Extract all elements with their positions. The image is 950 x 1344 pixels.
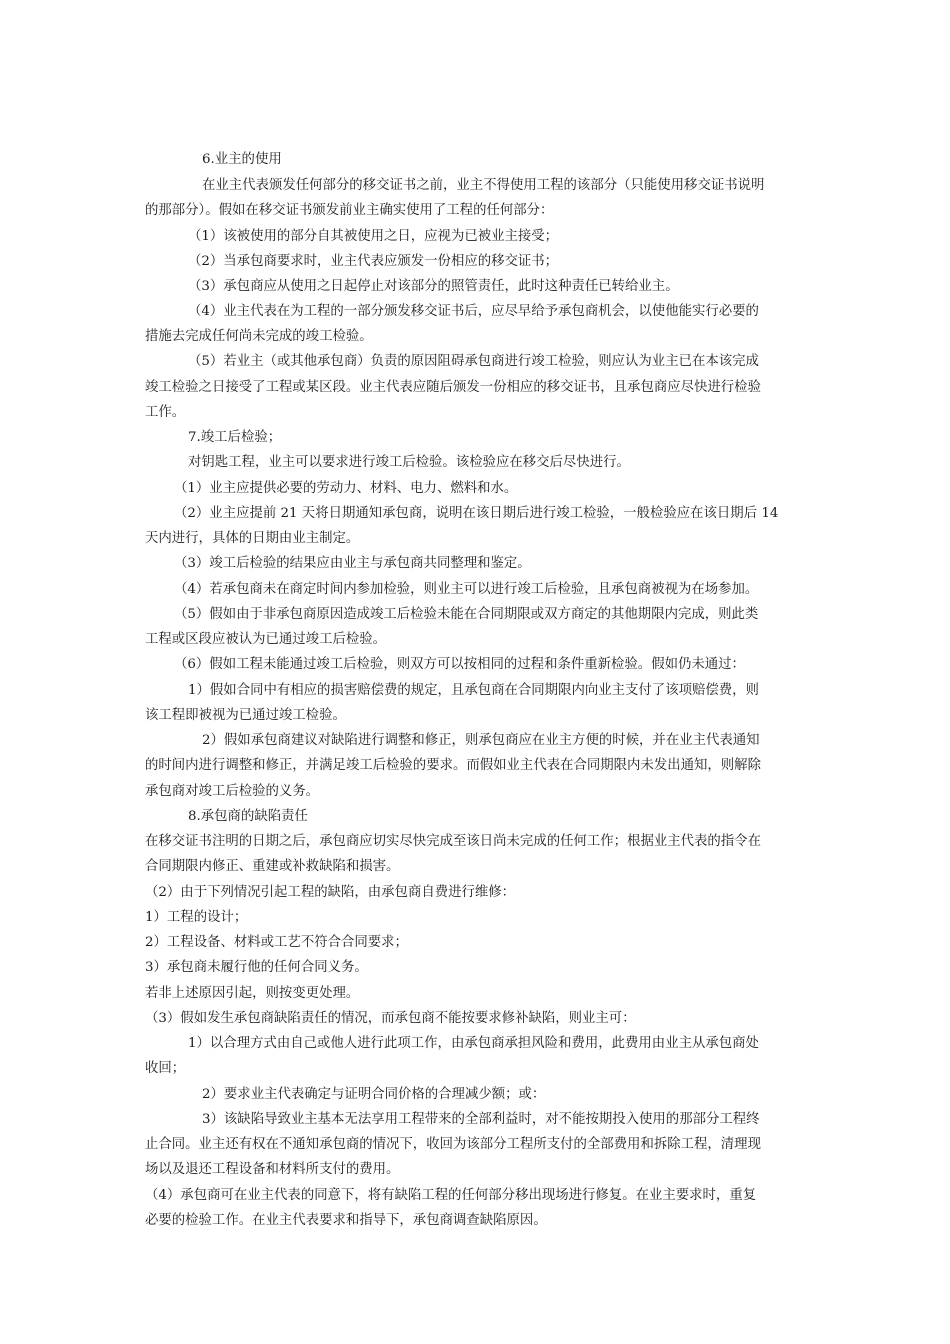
paragraph-line: 场以及退还工程设备和材料所支付的费用。	[145, 1162, 400, 1177]
section-heading-post-completion-tests: 7.竣工后检验；	[188, 430, 282, 445]
paragraph-line: 工作。	[145, 405, 186, 420]
paragraph-line: 天内进行，具体的日期由业主制定。	[145, 531, 360, 546]
paragraph-line: 在业主代表颁发任何部分的移交证书之前，业主不得使用工程的该部分（只能使用移交证书说明	[202, 178, 765, 193]
list-item: （4）业主代表在为工程的一部分颁发移交证书后，应尽早给予承包商机会，以使他能实行必要的	[188, 304, 759, 319]
sub-list-item: 1）工程的设计；	[145, 910, 248, 925]
paragraph-line: 措施去完成任何尚未完成的竣工检验。	[145, 329, 373, 344]
list-item: （2）业主应提前 21 天将日期通知承包商，说明在该日期后进行竣工检验，一般检验应在该日期后 14	[174, 506, 779, 521]
sub-list-item: 3）承包商未履行他的任何合同义务。	[145, 960, 368, 975]
list-item: （6）假如工程未能通过竣工后检验，则双方可以按相同的过程和条件重新检验。假如仍未通过：	[174, 657, 745, 672]
list-item: （3）承包商应从使用之日起停止对该部分的照管责任，此时这种责任已转给业主。	[188, 279, 679, 294]
list-item: （1）业主应提供必要的劳动力、材料、电力、燃料和水。	[174, 481, 518, 496]
paragraph-line: 承包商对竣工后检验的义务。	[145, 784, 320, 799]
list-item: （4）承包商可在业主代表的同意下，将有缺陷工程的任何部分移出现场进行修复。在业主要求时，重复	[145, 1188, 757, 1203]
list-item: （1）该被使用的部分自其被使用之日，应视为已被业主接受；	[188, 229, 559, 244]
paragraph-line: 工程或区段应被认为已通过竣工后检验。	[145, 632, 387, 647]
section-heading-contractor-defects: 8.承包商的缺陷责任	[188, 809, 308, 824]
paragraph-line: 若非上述原因引起，则按变更处理。	[145, 986, 360, 1001]
paragraph-line: 对钥匙工程，业主可以要求进行竣工后检验。该检验应在移交后尽快进行。	[188, 455, 630, 470]
paragraph-line: 止合同。业主还有权在不通知承包商的情况下，收回为该部分工程所支付的全部费用和拆除工程，清理现	[145, 1137, 761, 1152]
sub-list-item: 1）假如合同中有相应的损害赔偿费的规定，且承包商在合同期限内向业主支付了该项赔偿费，则	[188, 683, 759, 698]
sub-list-item: 2）工程设备、材料或工艺不符合合同要求；	[145, 935, 408, 950]
list-item: （2）当承包商要求时，业主代表应颁发一份相应的移交证书；	[188, 254, 559, 269]
paragraph-line: 该工程即被视为已通过竣工检验。	[145, 708, 346, 723]
sub-list-item: 2）要求业主代表确定与证明合同价格的合理减少额；或：	[202, 1087, 546, 1102]
paragraph-line: 收回；	[145, 1061, 186, 1076]
sub-list-item: 3）该缺陷导致业主基本无法享用工程带来的全部利益时，对不能按期投入使用的那部分工程终	[202, 1112, 760, 1127]
list-item: （5）假如由于非承包商原因造成竣工后检验未能在合同期限或双方商定的其他期限内完成，则此类	[174, 607, 759, 622]
list-item: （5）若业主（或其他承包商）负责的原因阻碍承包商进行竣工检验，则应认为业主已在本该完成	[188, 354, 759, 369]
section-heading-owner-use: 6.业主的使用	[202, 152, 282, 167]
paragraph-line: 的时间内进行调整和修正，并满足竣工后检验的要求。而假如业主代表在合同期限内未发出通知，则解除	[145, 758, 761, 773]
paragraph-line: 必要的检验工作。在业主代表要求和指导下，承包商调查缺陷原因。	[145, 1213, 547, 1228]
sub-list-item: 2）假如承包商建议对缺陷进行调整和修正，则承包商应在业主方便的时候，并在业主代表通知	[202, 733, 760, 748]
paragraph-line: 合同期限内修正、重建或补救缺陷和损害。	[145, 859, 400, 874]
paragraph-line: 在移交证书注明的日期之后，承包商应切实尽快完成至该日尚未完成的任何工作；根据业主代表的指令在	[145, 834, 761, 849]
paragraph-line: 的那部分）。假如在移交证书颁发前业主确实使用了工程的任何部分：	[145, 203, 554, 218]
list-item: （3）竣工后检验的结果应由业主与承包商共同整理和鉴定。	[174, 556, 531, 571]
paragraph-line: 竣工检验之日接受了工程或某区段。业主代表应随后颁发一份相应的移交证书，且承包商应尽快进行检验	[145, 380, 761, 395]
sub-list-item: 1）以合理方式由自己或他人进行此项工作，由承包商承担风险和费用，此费用由业主从承包商处	[188, 1036, 759, 1051]
list-item: （3）假如发生承包商缺陷责任的情况，而承包商不能按要求修补缺陷，则业主可：	[145, 1011, 636, 1026]
list-item: （2）由于下列情况引起工程的缺陷，由承包商自费进行维修：	[145, 885, 516, 900]
list-item: （4）若承包商未在商定时间内参加检验，则业主可以进行竣工后检验，且承包商被视为在场参加。	[174, 582, 759, 597]
